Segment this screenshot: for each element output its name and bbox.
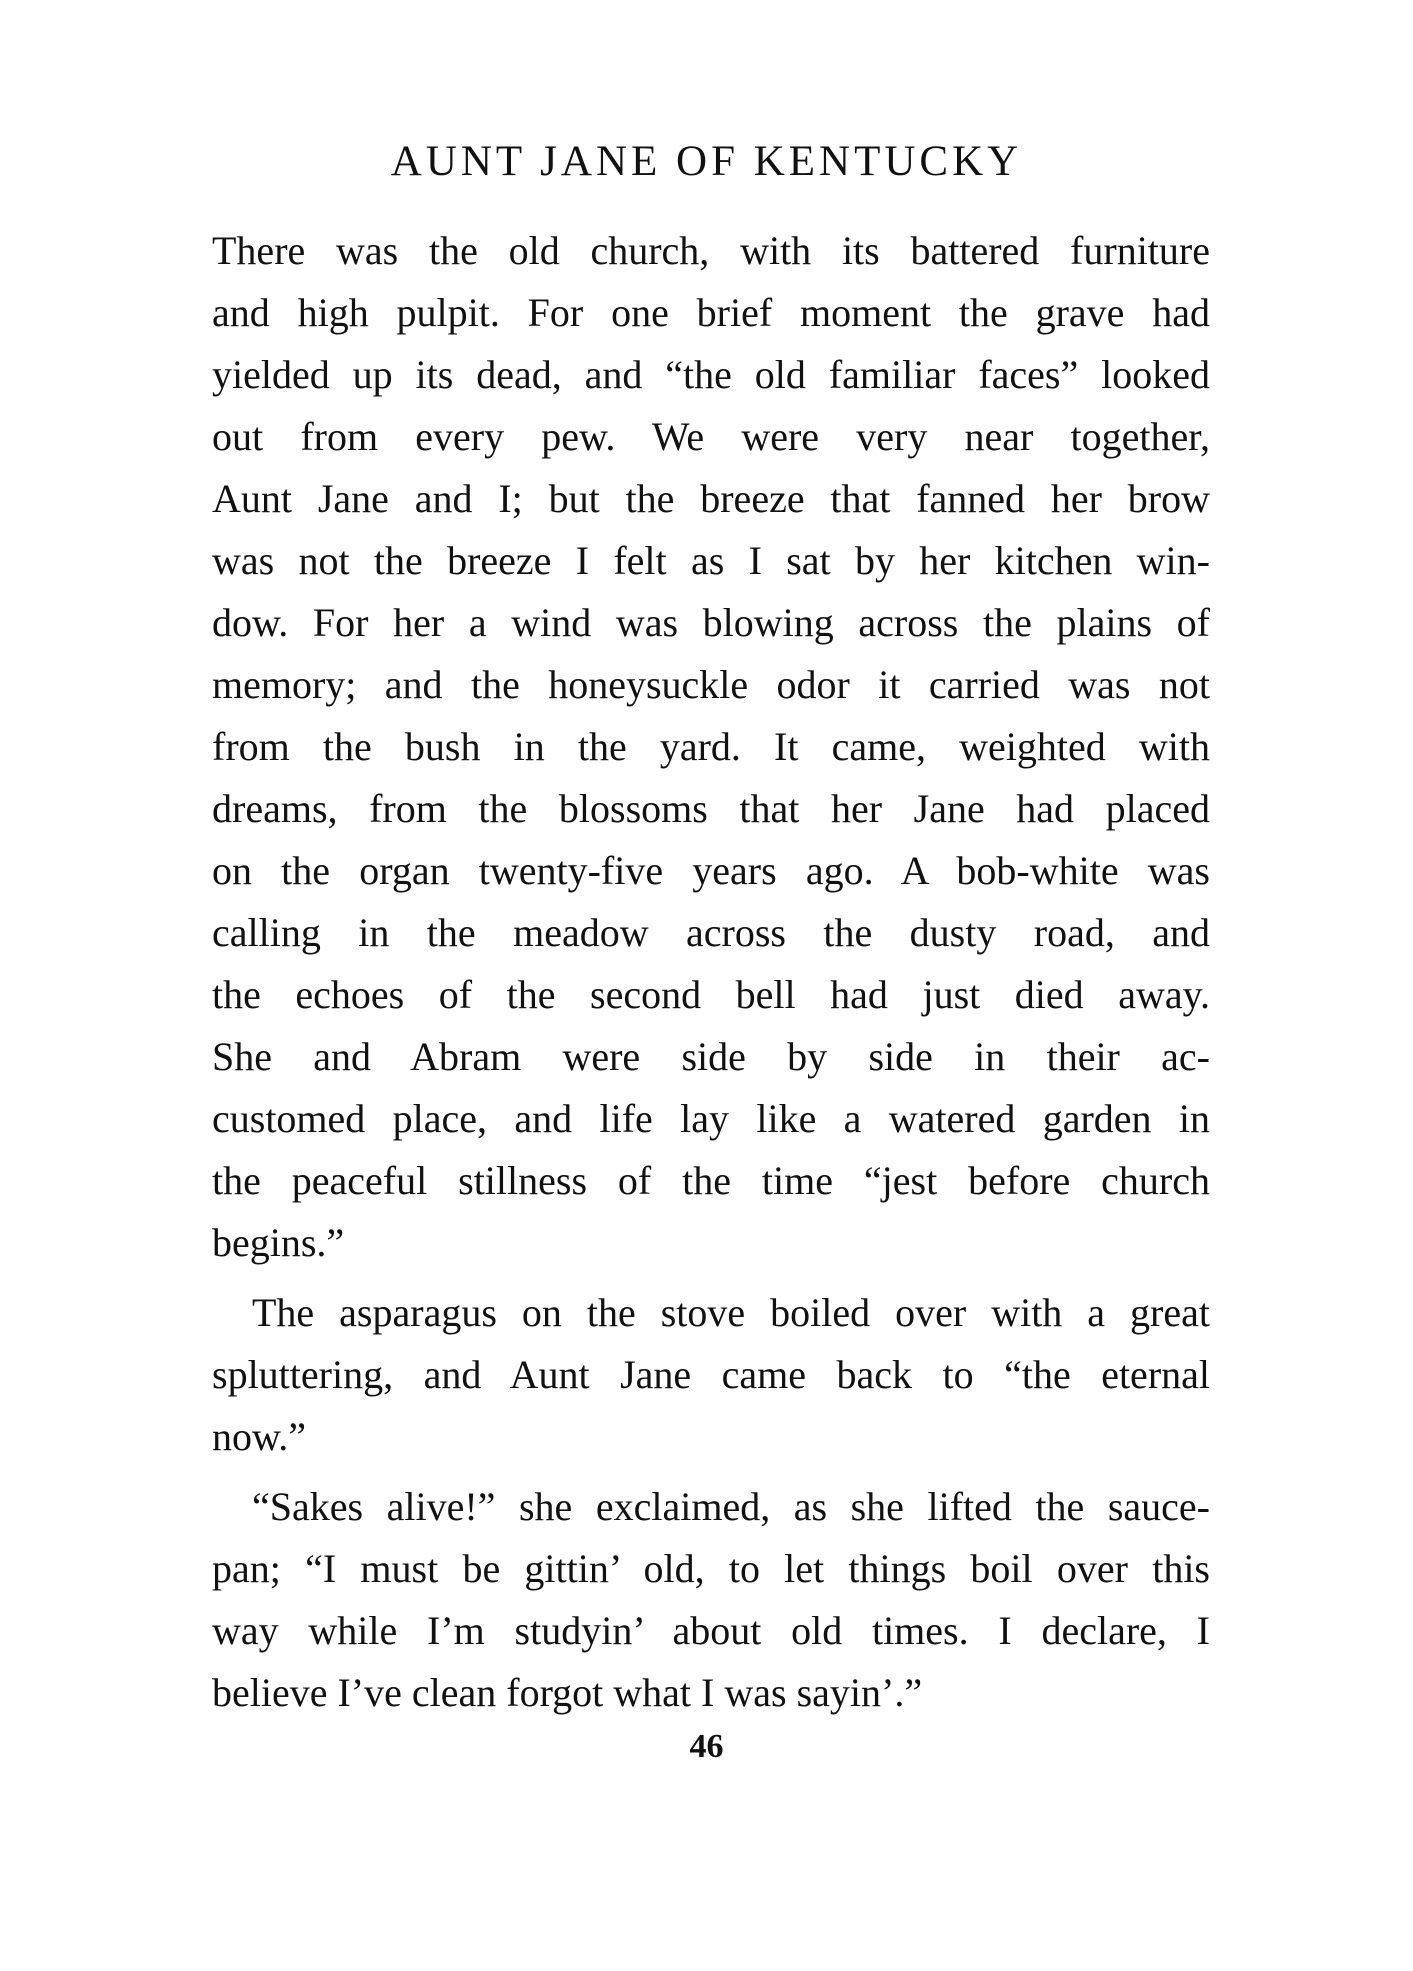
text-line: believe I’ve clean forgot what I was sayin’.”	[212, 1670, 923, 1715]
text-line: She and Abram were side by side in their ac-	[212, 1034, 1210, 1079]
text-line: dow. For her a wind was blowing across the plains of	[212, 600, 1210, 645]
running-head: AUNT JANE OF KENTUCKY	[390, 138, 1023, 185]
text-line: now.”	[212, 1414, 307, 1459]
paragraph-2	[212, 1282, 1210, 1468]
page-number: 46	[689, 1728, 724, 1765]
text-line: Aunt Jane and I; but the breeze that fanned her brow	[212, 476, 1210, 521]
text-line: the peaceful stillness of the time “jest before church	[212, 1158, 1210, 1203]
body-text	[212, 220, 1210, 1724]
text-line: memory; and the honeysuckle odor it carried was not	[212, 662, 1210, 707]
text-line: yielded up its dead, and “the old familiar faces” looked	[212, 352, 1210, 397]
text-line: from the bush in the yard. It came, weighted with	[212, 724, 1210, 769]
text-line: There was the old church, with its battered furniture	[212, 228, 1210, 273]
text-line: out from every pew. We were very near together,	[212, 414, 1210, 459]
text-line: begins.”	[212, 1220, 345, 1265]
text-line: The asparagus on the stove boiled over with a great	[252, 1290, 1210, 1335]
text-line: “Sakes alive!” she exclaimed, as she lifted the sauce-	[252, 1484, 1210, 1529]
text-line: and high pulpit. For one brief moment the grave had	[212, 290, 1210, 335]
text-line: way while I’m studyin’ about old times. I declare, I	[212, 1608, 1210, 1653]
text-line: pan; “I must be gittin’ old, to let things boil over this	[212, 1546, 1210, 1591]
text-line: the echoes of the second bell had just died away.	[212, 972, 1210, 1017]
text-line: on the organ twenty-five years ago. A bob-white was	[212, 848, 1210, 893]
text-line: customed place, and life lay like a watered garden in	[212, 1096, 1210, 1141]
text-line: was not the breeze I felt as I sat by her kitchen win-	[212, 538, 1210, 583]
text-line: calling in the meadow across the dusty road, and	[212, 910, 1210, 955]
paragraph-3	[212, 1476, 1210, 1724]
paragraph-1	[212, 220, 1210, 1274]
text-line: spluttering, and Aunt Jane came back to “the eternal	[212, 1352, 1210, 1397]
text-line: dreams, from the blossoms that her Jane had placed	[212, 786, 1210, 831]
